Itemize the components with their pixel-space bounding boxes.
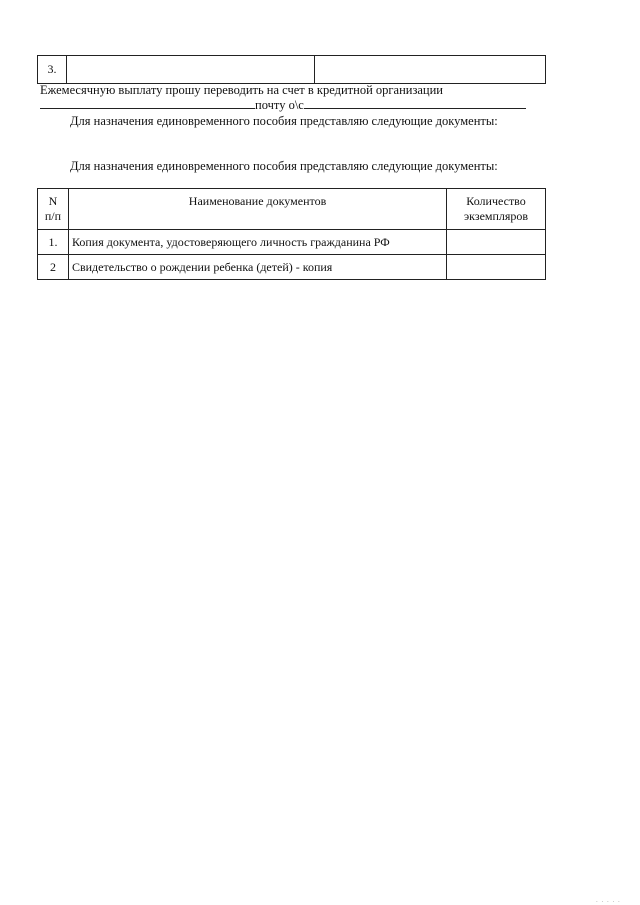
empty-cell [66, 56, 314, 84]
header-number [38, 189, 69, 230]
table-row [38, 255, 546, 280]
document-name: Копия документа, удостоверяющего личность гражданина РФ [68, 230, 446, 255]
header-quantity-line2: экземпляров [464, 209, 529, 223]
document-name: Свидетельство о рождении ребенка (детей) - копия [68, 255, 446, 280]
account-blank [304, 97, 526, 109]
payment-line-2-text: почту о\с [255, 98, 304, 112]
header-quantity [447, 189, 546, 230]
table-row [38, 56, 546, 84]
row-number: 1. [38, 230, 69, 255]
header-quantity-line1: Количество [466, 194, 526, 208]
bank-name-blank [40, 97, 255, 109]
payment-line-2 [40, 97, 526, 113]
table-row [38, 230, 546, 255]
header-name: Наименование документов [68, 189, 446, 230]
docs-intro-1: Для назначения единовременного пособия представляю следующие документы: [70, 114, 498, 128]
docs-intro-2: Для назначения единовременного пособия представляю следующие документы: [70, 159, 498, 173]
previous-table-fragment [37, 55, 546, 84]
document-quantity [447, 230, 546, 255]
header-number-line2: п/п [44, 209, 62, 223]
empty-cell [314, 56, 545, 84]
documents-table [37, 188, 546, 280]
payment-line-1: Ежемесячную выплату прошу переводить на счет в кредитной организации [40, 83, 443, 97]
row-number-cell: 3. [38, 56, 67, 84]
row-number: 2 [38, 255, 69, 280]
scan-corner-mark: . . . . . [596, 896, 621, 904]
header-number-line1: N [48, 194, 58, 208]
table-header-row [38, 189, 546, 230]
document-quantity [447, 255, 546, 280]
